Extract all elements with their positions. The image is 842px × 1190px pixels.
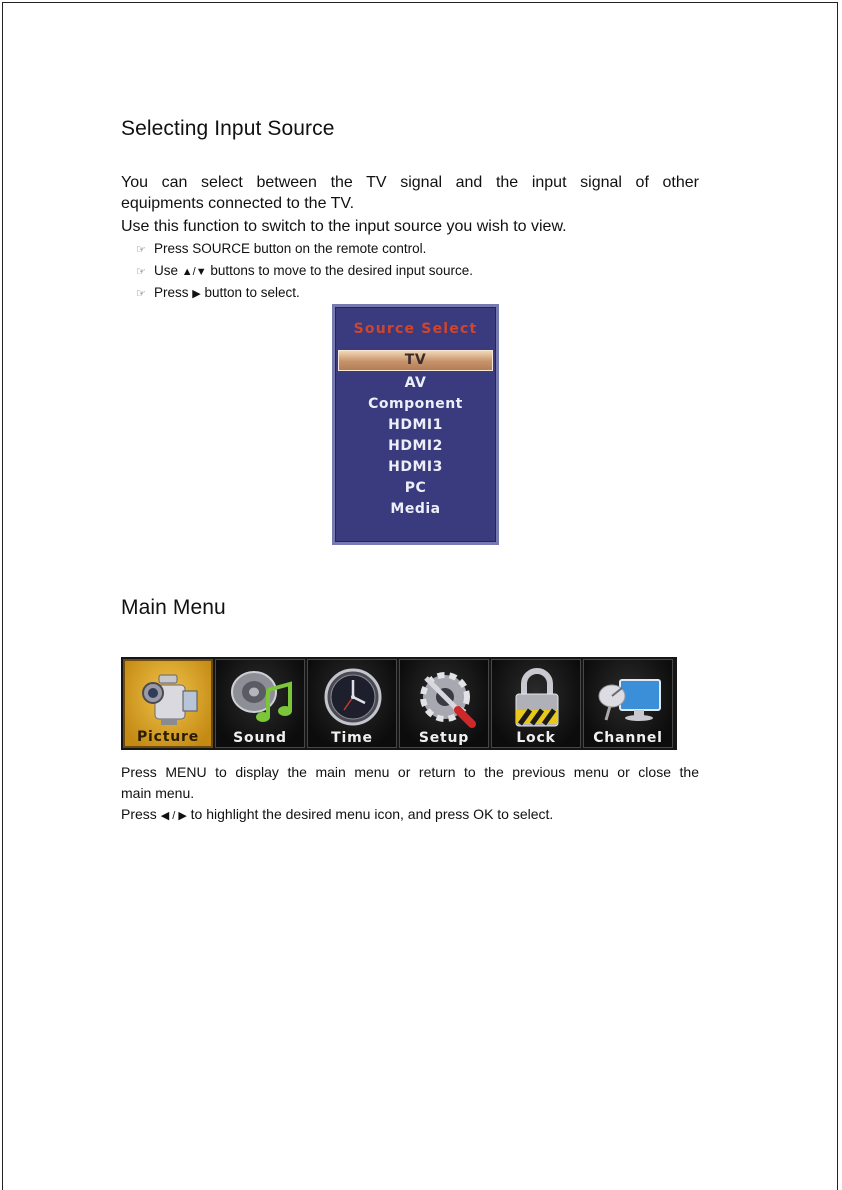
step-text: Press <box>154 285 193 300</box>
menu-label: Channel <box>593 730 663 746</box>
menu-tile-setup[interactable] <box>399 659 489 748</box>
intro-line-1: You can select between the TV signal and the input signal of other <box>121 174 699 191</box>
menu-label: Setup <box>418 730 470 746</box>
menu-tile-time[interactable] <box>307 659 397 748</box>
source-select-osd <box>332 304 499 545</box>
menu-desc-line-2: main menu. <box>121 785 195 801</box>
step-text: Use <box>154 263 182 278</box>
menu-tile-lock[interactable] <box>491 659 581 748</box>
pointing-hand-icon: ☞ <box>136 244 146 256</box>
menu-label: Sound <box>233 730 287 746</box>
section-title-input-source: Selecting Input Source <box>121 117 335 140</box>
menu-label: Picture <box>136 729 200 745</box>
step-text: Press SOURCE button on the remote control. <box>154 241 427 256</box>
intro-line-3: Use this function to switch to the input source you wish to view. <box>121 218 567 235</box>
gear-tools-icon <box>412 666 478 728</box>
main-menu-strip <box>121 657 677 750</box>
source-item-component[interactable]: Component <box>368 396 463 412</box>
menu-desc-line-1: Press MENU to display the main menu or return to the previous menu or close the <box>121 764 699 780</box>
source-item-pc[interactable]: PC <box>404 480 427 496</box>
desc-text: to highlight the desired menu icon, and press OK to select. <box>186 806 554 822</box>
step-item <box>136 260 473 282</box>
desc-text: Press <box>121 806 161 822</box>
camcorder-icon <box>137 667 203 729</box>
left-right-arrows-icon: ◀ / ▶ <box>160 810 187 822</box>
up-down-arrows-icon: ▲/▼ <box>181 266 207 278</box>
step-list <box>136 238 473 304</box>
pointing-hand-icon: ☞ <box>136 266 146 278</box>
menu-tile-sound[interactable] <box>215 659 305 748</box>
right-arrow-icon: ▶ <box>192 288 201 300</box>
source-item-hdmi2[interactable]: HDMI2 <box>388 438 443 454</box>
source-item-hdmi1[interactable]: HDMI1 <box>388 417 443 433</box>
speaker-music-icon <box>228 666 294 728</box>
padlock-icon <box>504 666 570 728</box>
source-item-media[interactable]: Media <box>390 501 441 517</box>
step-item <box>136 282 473 304</box>
source-item-tv[interactable]: TV <box>338 350 493 371</box>
source-list <box>335 350 496 520</box>
step-item <box>136 238 473 260</box>
intro-line-2: equipments connected to the TV. <box>121 195 355 212</box>
step-text: button to select. <box>200 285 300 300</box>
menu-label: Time <box>331 730 373 746</box>
clock-icon <box>320 666 386 728</box>
menu-tile-picture[interactable] <box>123 659 213 748</box>
osd-title: Source Select <box>353 321 478 337</box>
menu-tile-channel[interactable] <box>583 659 673 748</box>
satellite-tv-icon <box>596 666 662 728</box>
step-text: buttons to move to the desired input source. <box>206 263 474 278</box>
source-item-av[interactable]: AV <box>404 375 427 391</box>
menu-desc-line-3 <box>121 804 699 827</box>
source-item-hdmi3[interactable]: HDMI3 <box>388 459 443 475</box>
pointing-hand-icon: ☞ <box>136 288 146 300</box>
menu-label: Lock <box>516 730 556 746</box>
section-title-main-menu: Main Menu <box>121 596 226 619</box>
